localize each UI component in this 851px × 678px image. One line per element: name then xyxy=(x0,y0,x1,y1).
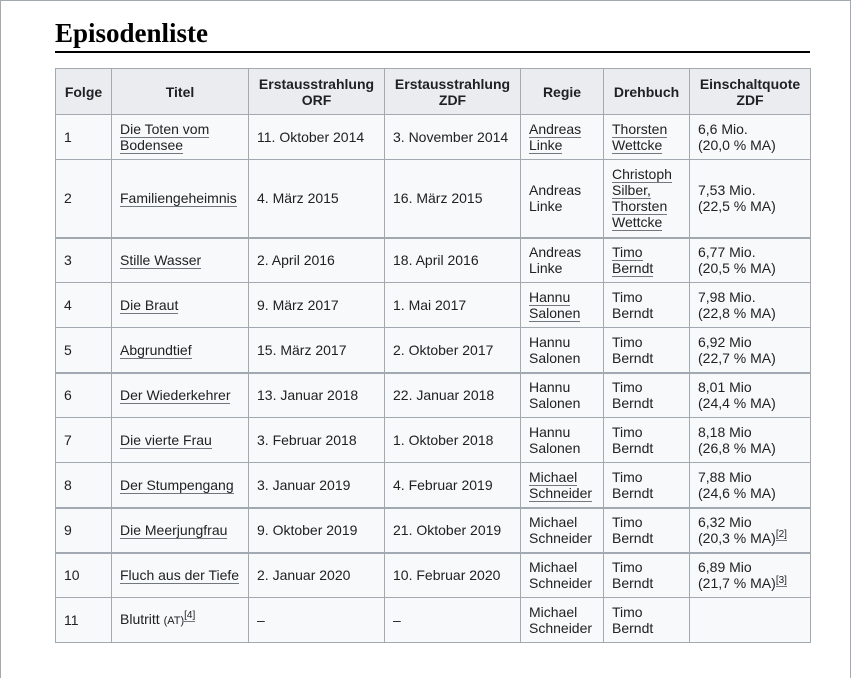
episode-table xyxy=(55,68,811,643)
header-folge[interactable]: Folge xyxy=(56,69,112,115)
cell-titel xyxy=(112,463,249,508)
cell-folge: 5 xyxy=(56,328,112,373)
cell-folge: 7 xyxy=(56,418,112,463)
cell-regie: Andreas Linke xyxy=(521,160,604,238)
cell-folge: 11 xyxy=(56,598,112,643)
cell-drehbuch xyxy=(604,160,690,238)
cell-quote xyxy=(690,238,811,283)
cell-titel xyxy=(112,328,249,373)
quote-value: 6,89 Mio xyxy=(698,559,752,576)
episode-title-link[interactable]: Stille Wasser xyxy=(120,252,202,269)
header-einschaltquote[interactable]: Einschaltquote ZDF xyxy=(690,69,811,115)
episode-title-link[interactable]: Abgrundtief xyxy=(120,341,192,358)
cell-zdf: 2. Oktober 2017 xyxy=(385,328,521,373)
cell-zdf: 10. Februar 2020 xyxy=(385,553,521,598)
episode-title-link[interactable]: Die Toten vom Bodensee xyxy=(120,121,210,153)
quote-value: 8,18 Mio xyxy=(698,424,752,440)
cell-drehbuch xyxy=(604,238,690,283)
header-zdf[interactable]: Erstausstrahlung ZDF xyxy=(385,69,521,115)
episode-title-link[interactable]: Die Meerjungfrau xyxy=(120,522,228,538)
cell-drehbuch: Timo Berndt xyxy=(604,418,690,463)
cell-titel xyxy=(112,598,249,643)
writer-link[interactable]: Thorsten Wettcke xyxy=(612,121,668,153)
cell-regie: Michael Schneider xyxy=(521,508,604,553)
frame-border-top xyxy=(0,0,851,1)
cell-titel xyxy=(112,508,249,553)
cell-titel xyxy=(112,553,249,598)
table-row xyxy=(56,238,811,283)
reference-link[interactable]: [3] xyxy=(775,574,787,586)
cell-zdf: 1. Mai 2017 xyxy=(385,283,521,328)
cell-orf: 3. Februar 2018 xyxy=(249,418,385,463)
table-row xyxy=(56,418,811,463)
quote-ma: (20,5 % MA) xyxy=(698,260,776,277)
cell-drehbuch: Timo Berndt xyxy=(604,508,690,553)
table-row xyxy=(56,160,811,238)
cell-quote xyxy=(690,283,811,328)
cell-drehbuch: Timo Berndt xyxy=(604,283,690,328)
quote-value: 6,32 Mio xyxy=(698,514,752,530)
cell-quote xyxy=(690,328,811,373)
cell-orf: 3. Januar 2019 xyxy=(249,463,385,508)
cell-orf: 2. Januar 2020 xyxy=(249,553,385,598)
cell-quote xyxy=(690,463,811,508)
episode-title-link[interactable]: Die vierte Frau xyxy=(120,432,212,448)
reference-link[interactable]: [2] xyxy=(775,529,787,541)
quote-ma: (22,8 % MA) xyxy=(698,305,776,321)
quote-value: 6,77 Mio. xyxy=(698,244,756,261)
table-row xyxy=(56,283,811,328)
table-row xyxy=(56,115,811,160)
cell-drehbuch: Timo Berndt xyxy=(604,328,690,373)
table-row xyxy=(56,508,811,553)
table-row xyxy=(56,373,811,418)
director-link[interactable]: Michael Schneider xyxy=(529,468,593,501)
cell-folge: 9 xyxy=(56,508,112,553)
quote-value: 7,98 Mio. xyxy=(698,289,756,305)
cell-regie: Hannu Salonen xyxy=(521,328,604,373)
reference-link[interactable]: [4] xyxy=(184,610,196,622)
episode-title-link[interactable]: Der Wiederkehrer xyxy=(120,387,231,404)
cell-folge: 4 xyxy=(56,283,112,328)
quote-value: 7,53 Mio. xyxy=(698,182,756,199)
header-orf[interactable]: Erstausstrahlung ORF xyxy=(249,69,385,115)
header-titel[interactable]: Titel xyxy=(112,69,249,115)
quote-value: 7,88 Mio xyxy=(698,468,752,485)
cell-folge: 10 xyxy=(56,553,112,598)
cell-titel xyxy=(112,418,249,463)
frame-border-left xyxy=(0,0,1,678)
cell-titel xyxy=(112,373,249,418)
cell-regie: Michael Schneider xyxy=(521,553,604,598)
cell-quote xyxy=(690,373,811,418)
cell-regie xyxy=(521,283,604,328)
cell-orf: 2. April 2016 xyxy=(249,238,385,283)
cell-titel xyxy=(112,238,249,283)
cell-folge: 8 xyxy=(56,463,112,508)
cell-regie xyxy=(521,463,604,508)
cell-quote xyxy=(690,508,811,553)
table-header-row xyxy=(56,69,811,115)
director-link[interactable]: Andreas Linke xyxy=(529,121,582,153)
cell-drehbuch xyxy=(604,115,690,160)
table-row xyxy=(56,598,811,643)
quote-value: 6,6 Mio. xyxy=(698,121,748,137)
table-row xyxy=(56,328,811,373)
cell-drehbuch: Timo Berndt xyxy=(604,463,690,508)
quote-ma: (24,6 % MA) xyxy=(698,484,776,501)
cell-titel xyxy=(112,115,249,160)
cell-drehbuch: Timo Berndt xyxy=(604,373,690,418)
cell-folge: 1 xyxy=(56,115,112,160)
episode-title-link[interactable]: Fluch aus der Tiefe xyxy=(120,567,240,584)
cell-quote xyxy=(690,160,811,238)
table-row xyxy=(56,553,811,598)
cell-regie: Andreas Linke xyxy=(521,238,604,283)
title-note: (AT) xyxy=(163,615,185,627)
director-link[interactable]: Hannu Salonen xyxy=(529,289,581,321)
quote-ma: (26,8 % MA) xyxy=(698,440,776,456)
cell-folge: 2 xyxy=(56,160,112,238)
cell-orf: 9. März 2017 xyxy=(249,283,385,328)
cell-zdf: – xyxy=(385,598,521,643)
cell-quote xyxy=(690,553,811,598)
quote-ma: (24,4 % MA) xyxy=(698,395,776,412)
cell-zdf: 16. März 2015 xyxy=(385,160,521,238)
cell-zdf: 1. Oktober 2018 xyxy=(385,418,521,463)
cell-regie: Hannu Salonen xyxy=(521,373,604,418)
cell-orf: 15. März 2017 xyxy=(249,328,385,373)
cell-zdf: 18. April 2016 xyxy=(385,238,521,283)
quote-value: 6,92 Mio xyxy=(698,333,752,350)
quote-ma: (20,3 % MA) xyxy=(698,530,776,546)
cell-drehbuch: Timo Berndt xyxy=(604,553,690,598)
cell-orf: – xyxy=(249,598,385,643)
quote-ma: (21,7 % MA) xyxy=(698,575,776,592)
cell-quote xyxy=(690,115,811,160)
quote-ma: (22,5 % MA) xyxy=(698,198,776,215)
cell-regie: Michael Schneider xyxy=(521,598,604,643)
cell-titel xyxy=(112,283,249,328)
cell-quote xyxy=(690,598,811,643)
cell-zdf: 22. Januar 2018 xyxy=(385,373,521,418)
cell-folge: 3 xyxy=(56,238,112,283)
writer-link[interactable]: Timo Berndt xyxy=(612,244,654,277)
cell-zdf: 4. Februar 2019 xyxy=(385,463,521,508)
episode-title-link[interactable]: Der Stumpengang xyxy=(120,476,234,493)
cell-regie: Hannu Salonen xyxy=(521,418,604,463)
header-drehbuch[interactable]: Drehbuch xyxy=(604,69,690,115)
header-regie[interactable]: Regie xyxy=(521,69,604,115)
table-row xyxy=(56,463,811,508)
cell-drehbuch: Timo Berndt xyxy=(604,598,690,643)
quote-value: 8,01 Mio xyxy=(698,379,752,396)
cell-quote xyxy=(690,418,811,463)
cell-orf: 9. Oktober 2019 xyxy=(249,508,385,553)
cell-orf: 13. Januar 2018 xyxy=(249,373,385,418)
cell-zdf: 21. Oktober 2019 xyxy=(385,508,521,553)
cell-orf: 4. März 2015 xyxy=(249,160,385,238)
episode-title-link[interactable]: Die Braut xyxy=(120,297,179,313)
section-heading: Episodenliste xyxy=(55,17,810,53)
cell-regie xyxy=(521,115,604,160)
cell-orf: 11. Oktober 2014 xyxy=(249,115,385,160)
cell-titel xyxy=(112,160,249,238)
cell-zdf: 3. November 2014 xyxy=(385,115,521,160)
quote-ma: (22,7 % MA) xyxy=(698,349,776,366)
writer-link[interactable]: Christoph Silber, Thorsten Wettcke xyxy=(612,166,672,231)
episode-title: Blutritt xyxy=(120,611,160,627)
quote-ma: (20,0 % MA) xyxy=(698,137,776,153)
cell-folge: 6 xyxy=(56,373,112,418)
episode-title-link[interactable]: Familiengeheimnis xyxy=(120,190,237,207)
